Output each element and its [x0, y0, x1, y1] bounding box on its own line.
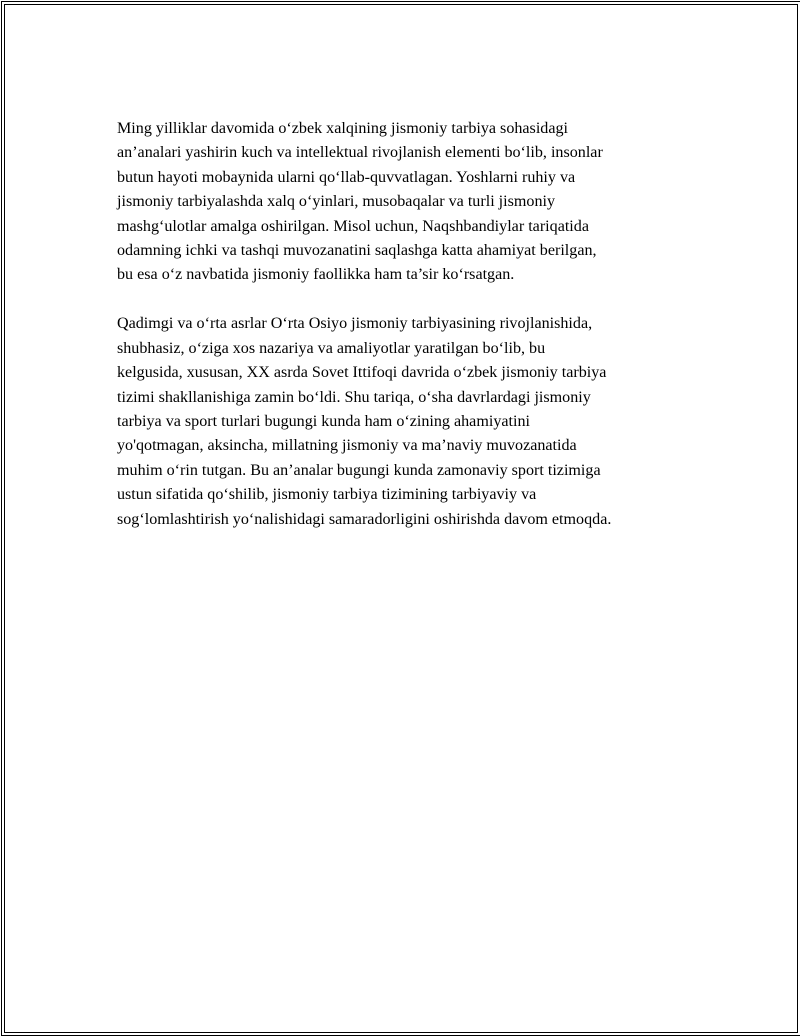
text-line: ustun sifatida qo‘shilib, jismoniy tarbiya tizimining tarbiyaviy va: [117, 486, 537, 504]
text-line: shubhasiz, o‘ziga xos nazariya va amaliyotlar yaratilgan bo‘lib, bu: [117, 339, 546, 357]
text-line: tarbiya va sport turlari bugungi kunda ham o‘zining ahamiyatini: [117, 413, 530, 431]
text-line: Qadimgi va o‘rta asrlar O‘rta Osiyo jismoniy tarbiyasining rivojlanishida,: [117, 315, 593, 333]
text-line: an’analari yashirin kuch va intellektual rivojlanish elementi bo‘lib, insonlar: [117, 144, 603, 162]
text-line: sog‘lomlashtirish yo‘nalishidagi samaradorligini oshirishda davom etmoqda.: [117, 510, 612, 528]
text-line: jismoniy tarbiyalashda xalq o‘yinlari, musobaqalar va turli jismoniy: [117, 193, 556, 211]
text-line: odamning ichki va tashqi muvozanatini saqlashga katta ahamiyat berilgan,: [117, 242, 597, 260]
text-line: kelgusida, xususan, XX asrda Sovet Ittifoqi davrida o‘zbek jismoniy tarbiya: [117, 364, 607, 382]
text-line: tizimi shakllanishiga zamin bo‘ldi. Shu tariqa, o‘sha davrlardagi jismoniy: [117, 388, 591, 406]
text-line: mashg‘ulotlar amalga oshirilgan. Misol uchun, Naqshbandiylar tariqatida: [117, 217, 589, 235]
document-body: [117, 117, 692, 532]
text-line: yo'qotmagan, aksincha, millatning jismoniy va ma’naviy muvozanatida: [117, 437, 577, 455]
text-line: butun hayoti mobaynida ularni qo‘llab-quvvatlagan. Yoshlarni ruhiy va: [117, 168, 576, 186]
text-line: Ming yilliklar davomida o‘zbek xalqining jismoniy tarbiya sohasidagi: [117, 120, 568, 137]
paragraph-1: [117, 117, 692, 288]
text-line: muhim o‘rin tutgan. Bu an’analar bugungi kunda zamonaviy sport tizimiga: [117, 461, 601, 479]
paragraph-2: [117, 312, 692, 532]
text-line: bu esa o‘z navbatida jismoniy faollikka ham ta’sir ko‘rsatgan.: [117, 266, 515, 284]
